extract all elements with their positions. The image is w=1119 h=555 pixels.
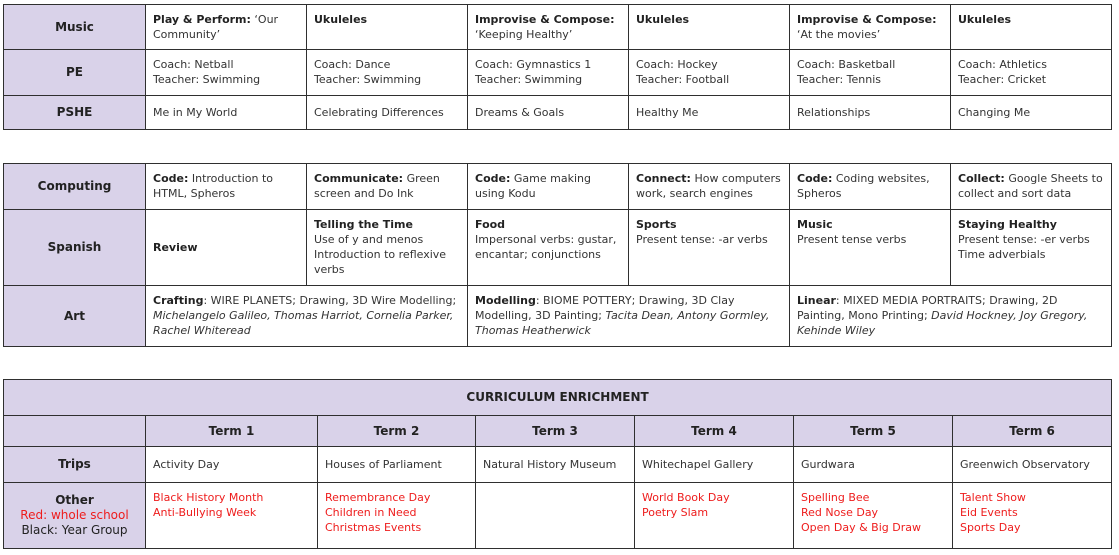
subject-pe: PE <box>4 50 146 96</box>
art-cell: Linear: MIXED MEDIA PORTRAITS; Drawing, 2D Painting, Mono Printing; David Hockney, Joy Gregory, Kehinde Wiley <box>790 286 1112 347</box>
trip-cell: Gurdwara <box>794 447 953 483</box>
music-cell: Improvise & Compose: ‘Keeping Healthy’ <box>468 5 629 50</box>
other-row <box>4 483 1112 549</box>
term-header: Term 4 <box>635 416 794 447</box>
pe-cell: Coach: Athletics Teacher: Cricket <box>951 50 1112 96</box>
pe-cell: Coach: Netball Teacher: Swimming <box>146 50 307 96</box>
term-header: Term 6 <box>953 416 1112 447</box>
legend-whole-school: Red: whole school <box>20 508 129 522</box>
subject-pshe: PSHE <box>4 96 146 130</box>
computing-row <box>4 164 1112 210</box>
curriculum-table-middle <box>3 163 1112 347</box>
computing-cell: Code: Coding websites, Spheros <box>790 164 951 210</box>
pe-cell: Coach: Gymnastics 1 Teacher: Swimming <box>468 50 629 96</box>
other-cell <box>476 483 635 549</box>
music-cell: Improvise & Compose: ‘At the movies’ <box>790 5 951 50</box>
pshe-cell: Celebrating Differences <box>307 96 468 130</box>
enrichment-table <box>3 379 1112 549</box>
music-cell: Ukuleles <box>629 5 790 50</box>
spanish-cell: Sports Present tense: -ar verbs <box>629 210 790 286</box>
pe-cell: Coach: Basketball Teacher: Tennis <box>790 50 951 96</box>
other-cell: Spelling Bee Red Nose Day Open Day & Big Draw <box>794 483 953 549</box>
pe-row <box>4 50 1112 96</box>
enrichment-title: CURRICULUM ENRICHMENT <box>4 380 1112 416</box>
pe-cell: Coach: Dance Teacher: Swimming <box>307 50 468 96</box>
art-row <box>4 286 1112 347</box>
trips-row <box>4 447 1112 483</box>
other-label: Other Red: whole school Black: Year Group <box>4 483 146 549</box>
trip-cell: Whitechapel Gallery <box>635 447 794 483</box>
music-cell: Play & Perform: ‘Our Community’ <box>146 5 307 50</box>
computing-cell: Code: Game making using Kodu <box>468 164 629 210</box>
spanish-cell: Music Present tense verbs <box>790 210 951 286</box>
music-cell: Ukuleles <box>307 5 468 50</box>
music-row <box>4 5 1112 50</box>
subject-spanish: Spanish <box>4 210 146 286</box>
spanish-cell: Staying Healthy Present tense: -er verbs Time adverbials <box>951 210 1112 286</box>
pshe-cell: Healthy Me <box>629 96 790 130</box>
spanish-cell: Food Impersonal verbs: gustar, encantar; conjunctions <box>468 210 629 286</box>
other-cell: Black History Month Anti-Bullying Week <box>146 483 318 549</box>
pshe-cell: Dreams & Goals <box>468 96 629 130</box>
subject-art: Art <box>4 286 146 347</box>
trip-cell: Houses of Parliament <box>318 447 476 483</box>
curriculum-table-top <box>3 4 1112 130</box>
term-header: Term 2 <box>318 416 476 447</box>
spanish-cell: Telling the Time Use of y and menos Introduction to reflexive verbs <box>307 210 468 286</box>
pshe-cell: Me in My World <box>146 96 307 130</box>
computing-cell: Connect: How computers work, search engines <box>629 164 790 210</box>
computing-cell: Code: Introduction to HTML, Spheros <box>146 164 307 210</box>
pshe-cell: Changing Me <box>951 96 1112 130</box>
trips-label: Trips <box>4 447 146 483</box>
terms-corner <box>4 416 146 447</box>
art-cell: Modelling: BIOME POTTERY; Drawing, 3D Clay Modelling, 3D Painting; Tacita Dean, Antony Gormley, Thomas Heatherwick <box>468 286 790 347</box>
pshe-cell: Relationships <box>790 96 951 130</box>
subject-music: Music <box>4 5 146 50</box>
terms-row <box>4 416 1112 447</box>
computing-cell: Collect: Google Sheets to collect and sort data <box>951 164 1112 210</box>
spanish-row <box>4 210 1112 286</box>
trip-cell: Activity Day <box>146 447 318 483</box>
pshe-row <box>4 96 1112 130</box>
spanish-review-cell: Review <box>146 210 307 286</box>
term-header: Term 1 <box>146 416 318 447</box>
legend-year-group: Black: Year Group <box>21 523 128 537</box>
subject-computing: Computing <box>4 164 146 210</box>
music-cell: Ukuleles <box>951 5 1112 50</box>
art-cell: Crafting: WIRE PLANETS; Drawing, 3D Wire Modelling; Michelangelo Galileo, Thomas Harriot, Cornelia Parker, Rachel Whiteread <box>146 286 468 347</box>
computing-cell: Communicate: Green screen and Do Ink <box>307 164 468 210</box>
trip-cell: Natural History Museum <box>476 447 635 483</box>
trip-cell: Greenwich Observatory <box>953 447 1112 483</box>
other-cell: Remembrance Day Children in Need Christmas Events <box>318 483 476 549</box>
term-header: Term 3 <box>476 416 635 447</box>
other-cell: World Book Day Poetry Slam <box>635 483 794 549</box>
other-cell: Talent Show Eid Events Sports Day <box>953 483 1112 549</box>
term-header: Term 5 <box>794 416 953 447</box>
pe-cell: Coach: Hockey Teacher: Football <box>629 50 790 96</box>
